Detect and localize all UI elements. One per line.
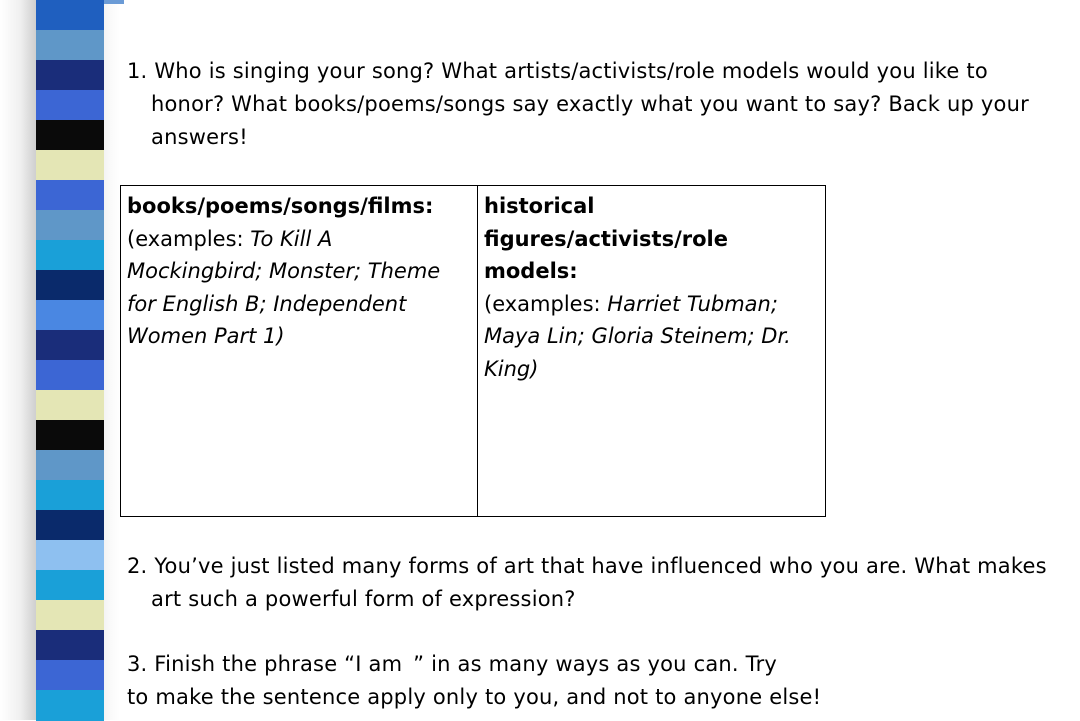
stripe-block [36, 90, 104, 121]
stripe-block [36, 390, 104, 421]
figures-example-3: King [484, 356, 531, 381]
decorative-stripe [36, 0, 104, 720]
table-column-divider [477, 186, 478, 516]
stripe-block [36, 540, 104, 571]
books-heading: books/poems/songs/films: [127, 194, 434, 218]
stripe-block [36, 420, 104, 451]
question-3-line-1 [127, 648, 821, 681]
books-examples-suffix: ) [276, 324, 285, 348]
corner-accent [104, 0, 124, 4]
stripe-block [36, 570, 104, 601]
figures-example-1: Harriet Tubman; [607, 291, 778, 316]
figures-example-2: Maya Lin; Gloria Steinem; Dr. [484, 324, 791, 348]
stripe-block [36, 600, 104, 631]
question-1 [127, 55, 1029, 154]
books-examples-line-5 [127, 320, 467, 353]
books-example-3: for English B; Independent [127, 291, 407, 316]
books-example-1: To Kill A [250, 226, 333, 251]
stripe-block [36, 630, 104, 661]
stripe-block [36, 660, 104, 691]
stripe-block [36, 150, 104, 181]
stripe-block [36, 690, 104, 721]
question-2-number: 2. [127, 554, 155, 578]
question-2 [127, 550, 1047, 616]
question-1-line-2: honor? What books/poems/songs say exactly what you want to say? Back up your [151, 92, 1029, 116]
figures-examples-prefix: (examples: [484, 291, 608, 316]
stripe-block [36, 210, 104, 241]
stripe-block [36, 30, 104, 61]
figures-examples-line-1 [484, 288, 818, 321]
question-1-number: 1. [127, 59, 155, 83]
question-2-text-1: You’ve just listed many forms of art that have influenced who you are. What makes [154, 554, 1047, 578]
books-examples-line-1 [127, 223, 467, 256]
stripe-block [36, 240, 104, 271]
books-example-4: Women Part 1 [127, 324, 277, 348]
stripe-block [36, 120, 104, 151]
question-1-line-3: answers! [151, 125, 248, 149]
stripe-block [36, 300, 104, 331]
question-1-text-1: Who is singing your song? What artists/activists/role models would you like to [154, 59, 988, 83]
stripe-block [36, 480, 104, 511]
figures-heading-1: historical [484, 194, 595, 218]
question-2-line-1 [127, 550, 1047, 583]
question-3-line-2: to make the sentence apply only to you, and not to anyone else! [127, 685, 822, 709]
figures-examples-line-3 [484, 353, 818, 386]
stripe-block [36, 180, 104, 211]
books-examples-prefix: (examples: [127, 226, 251, 251]
table-cell-figures[interactable] [484, 190, 818, 385]
figures-heading-3: models: [484, 259, 578, 283]
question-2-line-2: art such a powerful form of expression? [151, 587, 576, 611]
stripe-block [36, 60, 104, 91]
question-3-text-before: 3. Finish the phrase “I am [127, 652, 410, 676]
books-example-2: Mockingbird; Monster; Theme [127, 259, 441, 283]
answer-table [120, 185, 826, 517]
stripe-block [36, 330, 104, 361]
stripe-block [36, 0, 104, 31]
figures-examples-suffix: ) [530, 356, 539, 381]
stripe-block [36, 450, 104, 481]
question-1-line-1 [127, 55, 1029, 88]
stripe-block [36, 270, 104, 301]
stripe-block [36, 510, 104, 541]
table-cell-books[interactable] [127, 190, 467, 353]
stripe-block [36, 360, 104, 391]
question-3-text-after: ” in as many ways as you can. Try [413, 652, 778, 676]
figures-heading-2: figures/activists/role [484, 226, 728, 251]
question-3 [127, 648, 821, 714]
